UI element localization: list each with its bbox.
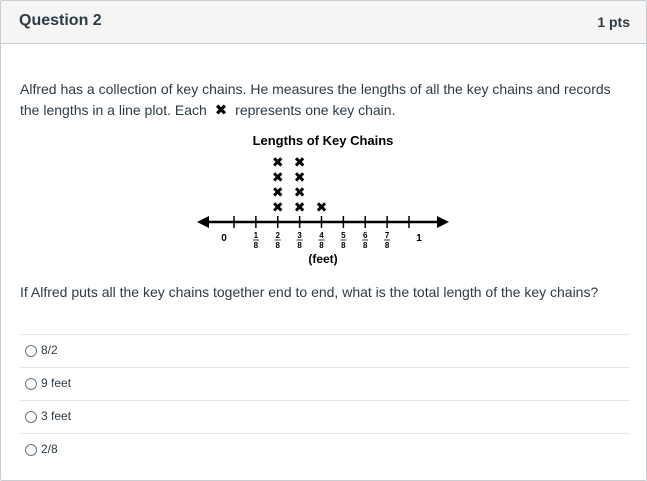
answer-label: 3 feet — [41, 409, 72, 423]
line-plot — [191, 129, 461, 274]
x-mark: ✖ — [271, 155, 284, 171]
answer-option[interactable] — [19, 433, 630, 466]
line-plot-svg — [191, 129, 461, 274]
radio-button[interactable] — [25, 378, 37, 390]
radio-button[interactable] — [25, 345, 37, 357]
x-mark: ✖ — [271, 185, 284, 201]
radio-button[interactable] — [25, 411, 37, 423]
tick-label-denominator: 8 — [319, 241, 324, 250]
answer-list — [19, 334, 630, 466]
chart-title: Lengths of Key Chains — [252, 133, 394, 148]
tick-label: 1 — [416, 233, 422, 244]
question-header — [1, 1, 646, 44]
tick-label-denominator: 8 — [275, 241, 280, 250]
question-title: Question 2 — [19, 12, 102, 29]
tick-label-numerator: 5 — [341, 231, 346, 240]
tick-label-denominator: 8 — [363, 241, 368, 250]
answer-option[interactable] — [19, 334, 630, 367]
right-arrow — [437, 216, 449, 228]
x-mark-icon: ✖ — [214, 102, 228, 119]
x-mark: ✖ — [315, 200, 328, 216]
tick-label-numerator: 4 — [319, 231, 324, 240]
answer-label: 8/2 — [41, 343, 58, 357]
question-text — [20, 79, 620, 121]
tick-label-numerator: 3 — [297, 231, 302, 240]
x-mark: ✖ — [293, 155, 306, 171]
x-mark: ✖ — [271, 200, 284, 216]
x-axis-label: (feet) — [308, 252, 338, 266]
tick-label-numerator: 6 — [363, 231, 368, 240]
tick-label-denominator: 8 — [341, 241, 346, 250]
tick-label-numerator: 1 — [253, 231, 259, 240]
tick-label-denominator: 8 — [297, 241, 302, 250]
left-arrow — [197, 216, 209, 228]
tick-label-numerator: 7 — [384, 231, 390, 240]
tick-label-denominator: 8 — [253, 241, 259, 250]
question-prompt: If Alfred puts all the key chains together end to end, what is the total length of the key chains? — [20, 284, 599, 300]
answer-option[interactable] — [19, 367, 630, 400]
tick-label: 0 — [221, 233, 227, 244]
tick-label-denominator: 8 — [384, 241, 390, 250]
question-text-part-1: Alfred has a collection of key chains. He measures the lengths of all the key chains and records the lengths in a line plot. Each — [20, 81, 611, 118]
x-mark: ✖ — [293, 170, 306, 186]
radio-button[interactable] — [25, 444, 37, 456]
answer-label: 2/8 — [41, 442, 58, 456]
answer-option[interactable] — [19, 400, 630, 433]
question-points: 1 pts — [597, 14, 630, 30]
answer-label: 9 feet — [41, 376, 72, 390]
tick-label-numerator: 2 — [275, 231, 280, 240]
x-mark: ✖ — [271, 170, 284, 186]
x-mark: ✖ — [293, 200, 306, 216]
x-mark: ✖ — [293, 185, 306, 201]
question-text-part-2: represents one key chain. — [235, 102, 396, 118]
